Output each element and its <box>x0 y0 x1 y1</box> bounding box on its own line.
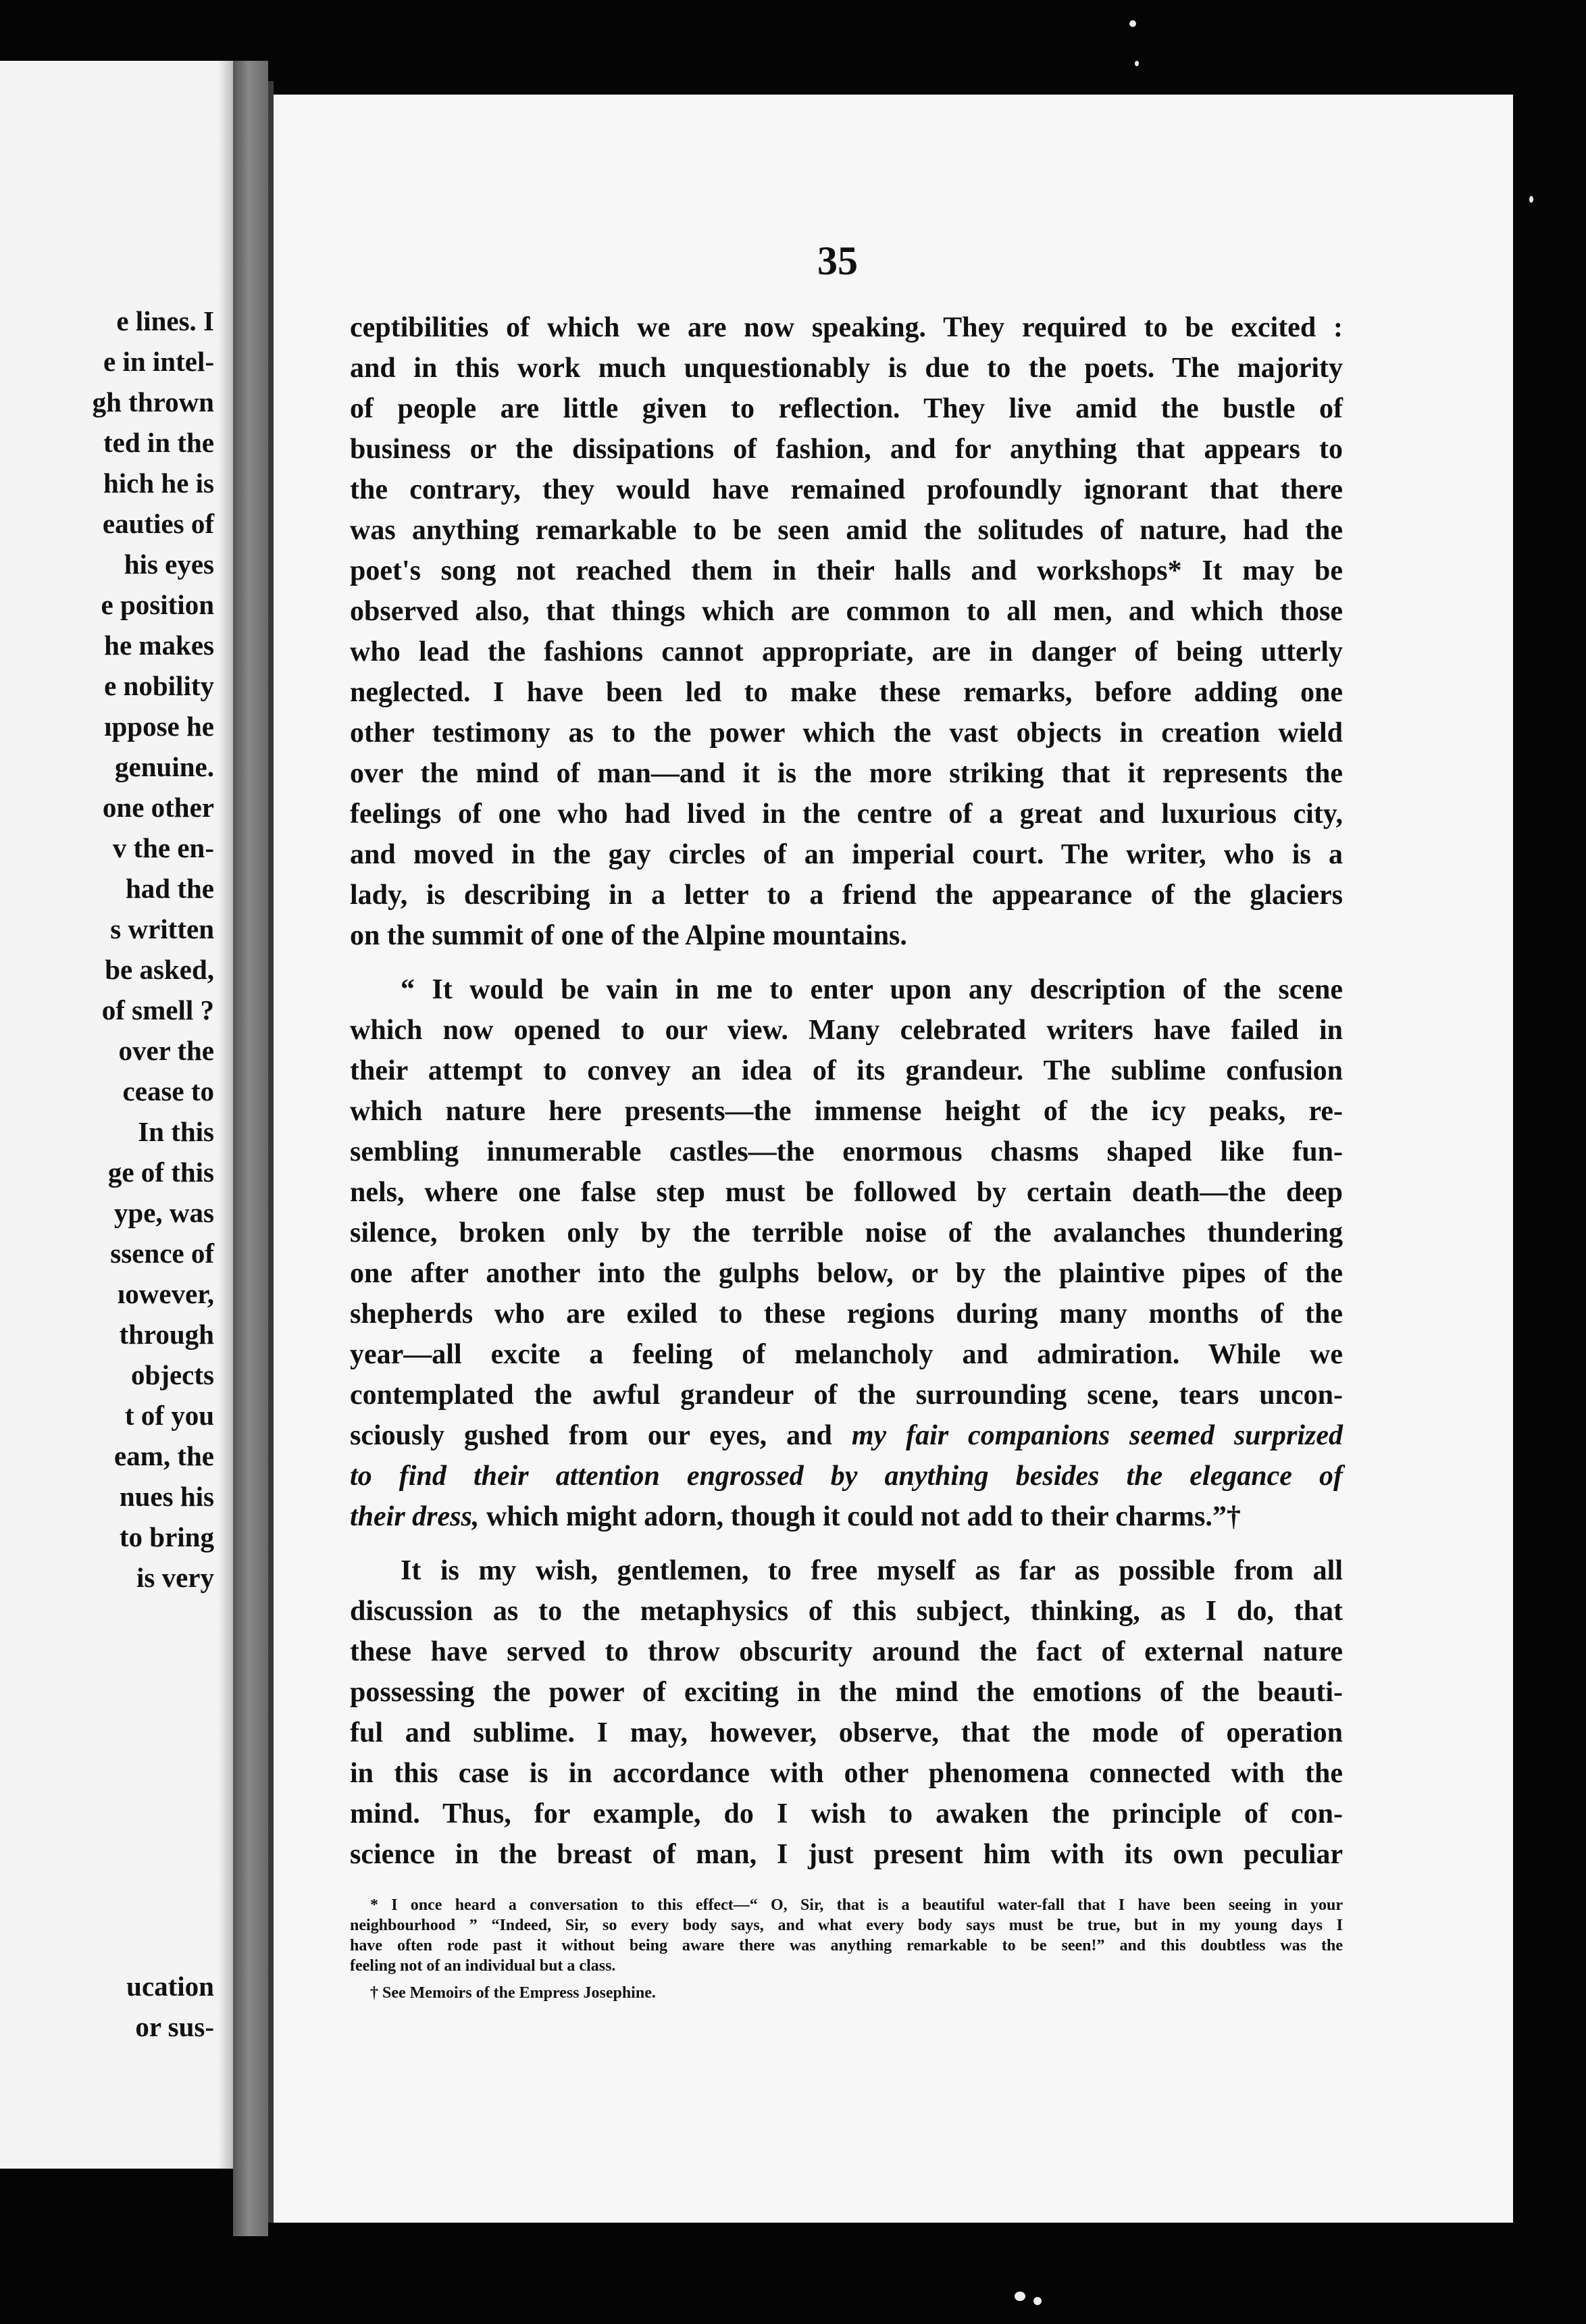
facing-page-line: s written <box>110 913 214 944</box>
text-line: was anything remarkable to be seen amid the solitudes of nature, had the <box>350 515 1343 546</box>
footnote-line: * I once heard a conversation to this effect—“ O, Sir, that is a beautiful water-fall that I have been seeing in your <box>370 1896 1343 1914</box>
facing-page-line: e position <box>101 589 214 620</box>
facing-page-line: e lines. I <box>116 305 214 336</box>
text-line: these have served to throw obscurity around the fact of external nature <box>350 1636 1343 1667</box>
facing-page-line: ge of this <box>107 1157 214 1188</box>
facing-page-line: e nobility <box>104 670 214 701</box>
text-line: lady, is describing in a letter to a friend the appearance of the glaciers <box>350 880 1343 911</box>
facing-page-line: cease to <box>122 1076 214 1107</box>
footnote-line: have often rode past it without being aware there was anything remarkable to be seen!” and this doubtless was the <box>350 1937 1343 1954</box>
text-line: which nature here presents—the immense height of the icy peaks, re- <box>350 1096 1343 1127</box>
facing-page-line: e in intel- <box>103 346 214 377</box>
text-line: feelings of one who had lived in the centre of a great and luxurious city, <box>350 799 1343 830</box>
facing-page-line: genuine. <box>115 751 214 782</box>
scan-speck <box>1129 20 1136 27</box>
book-spine <box>233 61 268 2236</box>
facing-page-line: eam, the <box>113 1440 214 1471</box>
facing-page-line: one other <box>102 792 214 823</box>
facing-page-line: of smell ? <box>101 994 214 1026</box>
text-line: in this case is in accordance with other phenomena connected with the <box>350 1758 1343 1789</box>
text-line <box>350 1415 1343 1456</box>
text-line: one after another into the gulphs below, or by the plaintive pipes of the <box>350 1258 1343 1289</box>
facing-page-line: through <box>119 1319 214 1350</box>
facing-page-line: gh thrown <box>92 386 214 418</box>
book-page <box>274 95 1513 2223</box>
facing-page-line: be asked, <box>105 954 214 985</box>
text-line: their attempt to convey an idea of its grandeur. The sublime confusion <box>350 1055 1343 1086</box>
text-line: business or the dissipations of fashion, and for anything that appears to <box>350 434 1343 465</box>
italic-text: to find their attention engrossed by anything besides the elegance of <box>350 1461 1343 1492</box>
scan-speck <box>1015 2292 1025 2301</box>
text-line: ful and sublime. I may, however, observe, that the mode of operation <box>350 1717 1343 1748</box>
facing-page-line: ucation <box>126 1971 214 2002</box>
gutter-shadow <box>218 61 233 2169</box>
facing-page <box>0 61 233 2169</box>
text-line: silence, broken only by the terrible noise of the avalanches thundering <box>350 1217 1343 1248</box>
text-line: year—all excite a feeling of melancholy and admiration. While we <box>350 1339 1343 1370</box>
facing-page-line: his eyes <box>124 549 214 580</box>
scan-speck <box>1033 2297 1042 2305</box>
text-line: discussion as to the metaphysics of this subject, thinking, as I do, that <box>350 1596 1343 1627</box>
scan-speck <box>1135 61 1139 66</box>
facing-page-line: objects <box>131 1359 214 1390</box>
facing-page-line: ssence of <box>110 1238 214 1269</box>
text-span: sciously gushed from our eyes, and <box>350 1420 832 1451</box>
text-line: mind. Thus, for example, do I wish to awaken the principle of con- <box>350 1798 1343 1829</box>
text-line: shepherds who are exiled to these regions during many months of the <box>350 1298 1343 1330</box>
facing-page-line: eauties of <box>102 508 214 539</box>
scan-speck <box>1529 196 1533 203</box>
text-line: other testimony as to the power which the vast objects in creation wield <box>350 717 1343 749</box>
facing-page-line: is very <box>136 1562 214 1593</box>
text-line: observed also, that things which are common to all men, and which those <box>350 596 1343 627</box>
facing-page-line: In this <box>138 1116 214 1147</box>
text-line: of people are little given to reflection. They live amid the bustle of <box>350 393 1343 424</box>
text-line: which now opened to our view. Many celebrated writers have failed in <box>350 1015 1343 1046</box>
facing-page-line: or sus- <box>135 2011 214 2042</box>
facing-page-line: he makes <box>104 630 214 661</box>
text-line: It is my wish, gentlemen, to free myself as far as possible from all <box>401 1555 1343 1586</box>
text-line <box>350 1456 1343 1496</box>
text-line: ceptibilities of which we are now speaking. They required to be excited : <box>350 312 1343 343</box>
footnote-line: feeling not of an individual but a class. <box>350 1957 616 1975</box>
text-line: who lead the fashions cannot appropriate, are in danger of being utterly <box>350 636 1343 667</box>
facing-page-line: ype, was <box>113 1197 214 1228</box>
italic-text: their dress, <box>350 1501 480 1532</box>
facing-page-line: nues his <box>119 1481 214 1512</box>
text-line: over the mind of man—and it is the more striking that it represents the <box>350 758 1343 789</box>
text-line: poet's song not reached them in their halls and workshops* It may be <box>350 555 1343 586</box>
text-line: on the summit of one of the Alpine mountains. <box>350 920 907 951</box>
text-line: the contrary, they would have remained profoundly ignorant that there <box>350 474 1343 505</box>
text-line: nels, where one false step must be followed by certain death—the deep <box>350 1177 1343 1208</box>
text-line <box>350 1496 1343 1537</box>
text-line: neglected. I have been led to make these remarks, before adding one <box>350 677 1343 708</box>
facing-page-line: over the <box>118 1035 214 1066</box>
footnote-line: † See Memoirs of the Empress Josephine. <box>370 1984 656 2002</box>
facing-page-line: had the <box>125 873 214 904</box>
text-span: which might adorn, though it could not add to their charms.”† <box>486 1501 1241 1532</box>
text-line: science in the breast of man, I just present him with its own peculiar <box>350 1839 1343 1870</box>
text-line: possessing the power of exciting in the mind the emotions of the beauti- <box>350 1677 1343 1708</box>
facing-page-line: hich he is <box>103 468 214 499</box>
italic-text: my fair companions seemed surprized <box>851 1420 1344 1451</box>
text-line: and moved in the gay circles of an imperial court. The writer, who is a <box>350 839 1343 870</box>
text-line: and in this work much unquestionably is due to the poets. The majority <box>350 353 1343 384</box>
facing-page-line: ıowever, <box>117 1278 214 1309</box>
facing-page-line: v the en- <box>112 832 214 863</box>
text-line: contemplated the awful grandeur of the surrounding scene, tears uncon- <box>350 1380 1343 1411</box>
facing-page-line: ted in the <box>103 427 214 458</box>
text-line: sembling innumerable castles—the enormous chasms shaped like fun- <box>350 1136 1343 1167</box>
facing-page-line: to bring <box>119 1521 214 1552</box>
footnote-line: neighbourhood ” “Indeed, Sir, so every body says, and what every body says must be true, but in my young days I <box>350 1917 1343 1934</box>
facing-page-line: t of you <box>124 1400 214 1431</box>
page-edge-shadow <box>268 81 274 2223</box>
text-line: “ It would be vain in me to enter upon any description of the scene <box>401 974 1343 1005</box>
facing-page-line: ıppose he <box>104 711 214 742</box>
page-number: 35 <box>817 238 858 283</box>
